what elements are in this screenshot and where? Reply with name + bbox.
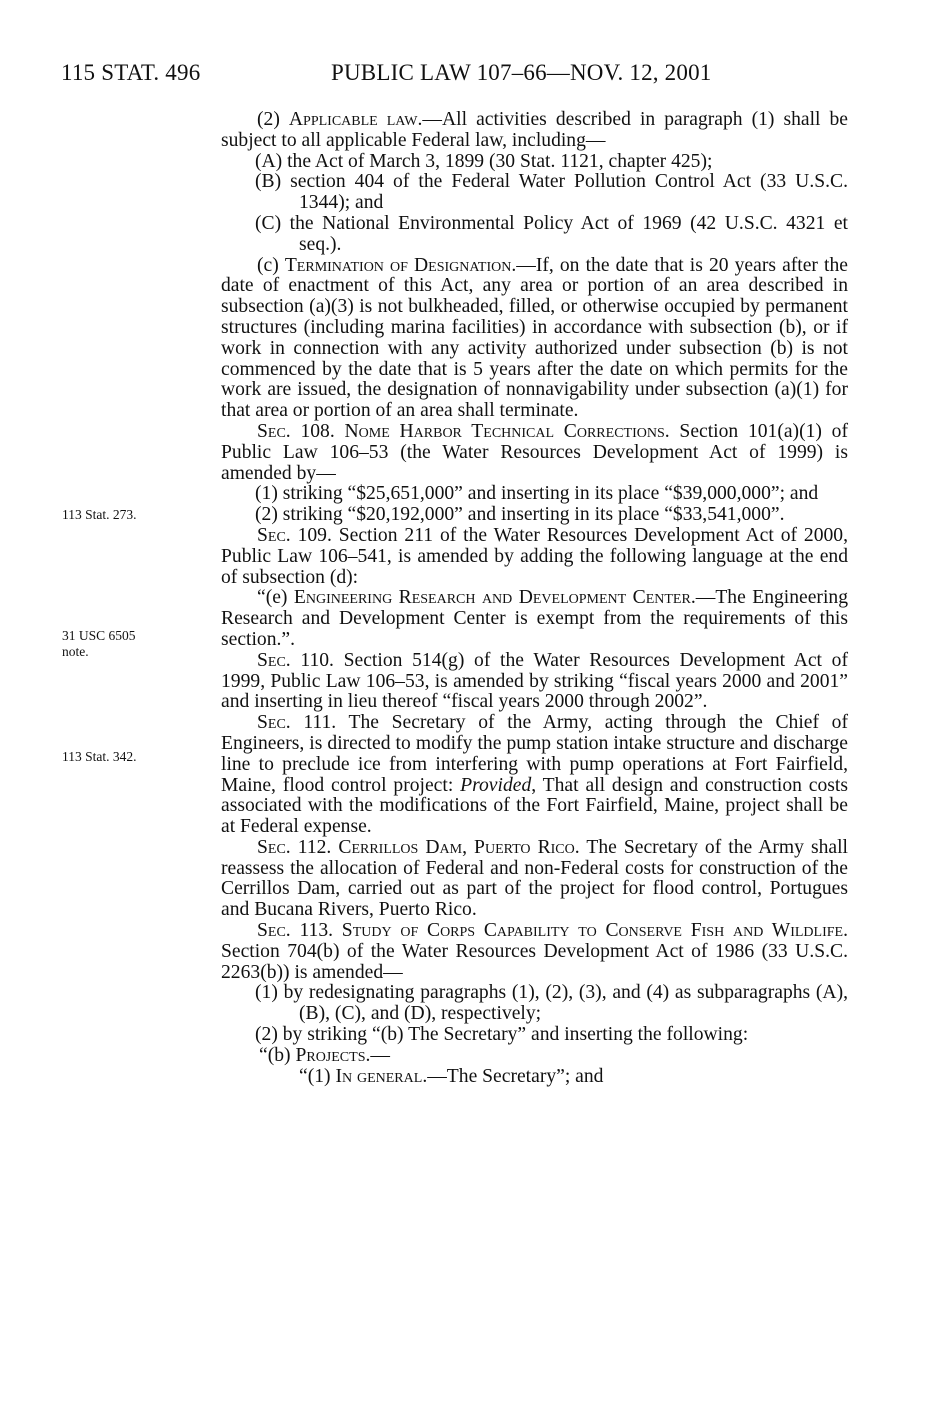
section-108: Sec. 108. Nome Harbor Technical Corrections. Section 101(a)(1) of Public Law 106–53 (the Water Resources Development Act of 1999) is amended by— xyxy=(221,420,849,484)
page-header xyxy=(61,60,712,86)
subparagraph-c: (C) the National Environmental Policy Act of 1969 (42 U.S.C. 4321 et seq.). xyxy=(255,212,848,255)
section-109: Sec. 109. Section 211 of the Water Resources Development Act of 2000, Public Law 106–541, is amended by adding the following language at the end of subsection (d): xyxy=(221,524,848,588)
section-113-in-general: “(1) In general.—The Secretary”; and xyxy=(299,1065,604,1087)
section-108-item-1: (1) striking “$25,651,000” and inserting in its place “$39,000,000”; and xyxy=(255,483,819,505)
section-113-item-1: (1) by redesignating paragraphs (1), (2), (3), and (4) as subparagraphs (A), (B), (C), and (D), respectively; xyxy=(255,982,848,1025)
margin-note-113-stat-273: 113 Stat. 273. xyxy=(62,507,137,522)
section-110: Sec. 110. Section 514(g) of the Water Resources Development Act of 1999, Public Law 106–53, is amended by striking “fiscal years 2000 and 2001” and inserting in lieu thereof “fiscal years 2000 through 2002”. xyxy=(221,649,848,713)
stat-page-number: 115 STAT. 496 xyxy=(61,60,201,85)
margin-note-113-stat-342: 113 Stat. 342. xyxy=(62,749,137,764)
subparagraph-a: (A) the Act of March 3, 1899 (30 Stat. 1121, chapter 425); xyxy=(255,150,713,172)
section-111: Sec. 111. The Secretary of the Army, acting through the Chief of Engineers, is directed to modify the pump station intake structure and discharge line to preclude ice from interfering with pump operations at Fort Fairfield, Maine, flood control project: Provided, That all design and construction costs associated with the modifications of the Fort Fairfield, Maine, project shall be at Federal expense. xyxy=(221,712,848,838)
section-109-subsection-e: “(e) Engineering Research and Development Center.—The Engineering Research and Development Center is exempt from the requirements of this section.”. xyxy=(221,587,848,650)
body-text xyxy=(221,110,848,1087)
section-108-item-2: (2) striking “$20,192,000” and inserting in its place “$33,541,000”. xyxy=(255,504,785,526)
section-113-projects: “(b) Projects.— xyxy=(259,1044,390,1066)
paragraph-applicable-law: (2) Applicable law.—All activities described in paragraph (1) shall be subject to all applicable Federal law, including— xyxy=(221,109,849,151)
margin-note-note: note. xyxy=(62,644,89,659)
subsection-c-termination: (c) Termination of Designation.—If, on the date that is 20 years after the date of enactment of this Act, any area or portion of an area described in subsection (a)(3) is not bulkheaded, filled, or otherwise occupied by permanent structures (including marina facilities) in accordance with subsection (b), or if work in connection with any activity authorized under subsection (b) is not commenced by the date that is 5 years after the date on which permits for the work are issued, the designation of nonnavigability under subsection (a)(1) for that area or portion of an area shall terminate. xyxy=(221,254,848,422)
section-112: Sec. 112. Cerrillos Dam, Puerto Rico. The Secretary of the Army shall reassess the allocation of Federal and non-Federal costs for construction of the Cerrillos Dam, carried out as part of the project for flood control, Portugues and Bucana Rivers, Puerto Rico. xyxy=(221,836,848,921)
section-113-item-2: (2) by striking “(b) The Secretary” and inserting the following: xyxy=(255,1024,749,1046)
subparagraph-b: (B) section 404 of the Federal Water Pollution Control Act (33 U.S.C. 1344); and xyxy=(255,171,848,214)
public-law-title: PUBLIC LAW 107–66—NOV. 12, 2001 xyxy=(331,60,712,85)
margin-note-31-usc-6505: 31 USC 6505 xyxy=(62,628,136,643)
section-113: Sec. 113. Study of Corps Capability to Conserve Fish and Wildlife. Section 704(b) of the Water Resources Development Act of 1986 (33 U.S.C. 2263(b)) is amended— xyxy=(221,920,848,983)
